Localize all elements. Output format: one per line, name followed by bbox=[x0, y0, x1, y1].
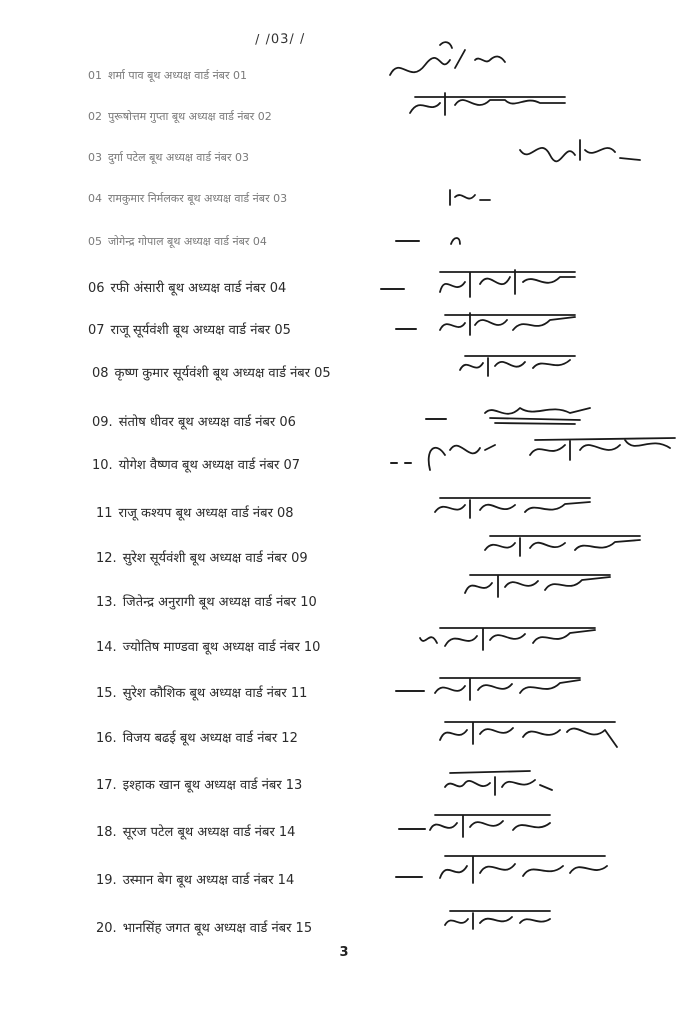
list-item bbox=[88, 191, 287, 206]
item-text: रफी अंसारी बूथ अध्यक्ष वार्ड नंबर 04 bbox=[110, 281, 287, 296]
item-text: ज्योतिष माण्डवा बूथ अध्यक्ष वार्ड नंबर 10 bbox=[122, 640, 321, 655]
list-item bbox=[96, 728, 298, 746]
list-item bbox=[92, 412, 296, 430]
signature-13 bbox=[460, 565, 620, 605]
item-number: 12. bbox=[96, 551, 117, 566]
list-item bbox=[92, 455, 300, 473]
list-item bbox=[88, 109, 272, 124]
item-text: सुरेश कौशिक बूथ अध्यक्ष वार्ड नंबर 11 bbox=[122, 686, 308, 701]
item-text: सुरेश सूर्यवंशी बूथ अध्यक्ष वार्ड नंबर 09 bbox=[122, 551, 308, 566]
item-text: कृष्ण कुमार सूर्यवंशी बूथ अध्यक्ष वार्ड नंबर 05 bbox=[114, 366, 331, 381]
item-text: दुर्गा पटेल बूथ अध्यक्ष वार्ड नंबर 03 bbox=[108, 151, 249, 164]
signature-14 bbox=[415, 618, 605, 658]
list-item bbox=[96, 637, 320, 655]
signature-11 bbox=[430, 490, 600, 525]
item-number: 14. bbox=[96, 640, 117, 655]
signature-17 bbox=[440, 765, 560, 805]
signature-6 bbox=[435, 262, 585, 307]
item-number: 13. bbox=[96, 595, 117, 610]
dash-mark bbox=[395, 690, 425, 692]
item-text: जोगेन्द्र गोपाल बूथ अध्यक्ष वार्ड नंबर 04 bbox=[108, 235, 267, 248]
item-number: 20. bbox=[96, 921, 117, 936]
dash-mark bbox=[395, 240, 420, 242]
item-number: 15. bbox=[96, 686, 117, 701]
item-number: 19. bbox=[96, 873, 117, 888]
list-item bbox=[88, 68, 247, 83]
dash-mark bbox=[395, 328, 417, 330]
page-marker: / /03/ / bbox=[254, 31, 306, 48]
list-item bbox=[88, 320, 291, 338]
item-text: भानसिंह जगत बूथ अध्यक्ष वार्ड नंबर 15 bbox=[122, 921, 313, 936]
signature-12 bbox=[480, 528, 650, 563]
signature-16 bbox=[435, 712, 625, 757]
list-item bbox=[96, 822, 295, 840]
item-number: 07 bbox=[88, 323, 105, 338]
signature-18 bbox=[425, 805, 565, 845]
list-item bbox=[96, 683, 307, 701]
item-number: 16. bbox=[96, 731, 117, 746]
item-number: 02 bbox=[88, 110, 102, 123]
list-item bbox=[88, 234, 267, 249]
list-item bbox=[96, 870, 294, 888]
dash-mark bbox=[380, 288, 405, 290]
item-text: शर्मा पाव बूथ अध्यक्ष वार्ड नंबर 01 bbox=[108, 69, 247, 82]
signature-15 bbox=[430, 668, 590, 708]
signature-19 bbox=[435, 848, 615, 893]
page-number: 3 bbox=[339, 945, 349, 960]
signature-20 bbox=[440, 905, 560, 935]
item-number: 05 bbox=[88, 235, 102, 248]
list-item bbox=[96, 918, 312, 936]
item-number: 17. bbox=[96, 778, 117, 793]
item-number: 10. bbox=[92, 458, 113, 473]
signature-4 bbox=[445, 185, 505, 210]
signature-10 bbox=[420, 420, 680, 480]
item-text: राजू कश्यप बूथ अध्यक्ष वार्ड नंबर 08 bbox=[118, 506, 294, 521]
signature-3 bbox=[515, 130, 645, 170]
list-item bbox=[92, 363, 331, 381]
item-text: राजू सूर्यवंशी बूथ अध्यक्ष वार्ड नंबर 05 bbox=[110, 323, 291, 338]
item-text: संतोष धीवर बूथ अध्यक्ष वार्ड नंबर 06 bbox=[118, 415, 296, 430]
signature-2 bbox=[405, 85, 575, 125]
list-item bbox=[88, 150, 249, 165]
signature-7 bbox=[435, 305, 585, 345]
item-text: योगेश वैष्णव बूथ अध्यक्ष वार्ड नंबर 07 bbox=[118, 458, 301, 473]
list-item bbox=[88, 278, 286, 296]
item-number: 11 bbox=[96, 506, 113, 521]
list-item bbox=[96, 503, 294, 521]
item-number: 09. bbox=[92, 415, 113, 430]
item-number: 01 bbox=[88, 69, 102, 82]
dash-mark bbox=[404, 462, 412, 464]
item-number: 03 bbox=[88, 151, 102, 164]
dash-mark bbox=[395, 876, 423, 878]
item-number: 18. bbox=[96, 825, 117, 840]
dash-mark bbox=[390, 462, 398, 464]
item-number: 06 bbox=[88, 281, 105, 296]
item-text: सूरज पटेल बूथ अध्यक्ष वार्ड नंबर 14 bbox=[122, 825, 296, 840]
signature-5 bbox=[448, 234, 468, 249]
item-number: 08 bbox=[92, 366, 109, 381]
item-text: जितेन्द्र अनुरागी बूथ अध्यक्ष वार्ड नंबर 10 bbox=[122, 595, 317, 610]
item-text: विजय बढई बूथ अध्यक्ष वार्ड नंबर 12 bbox=[122, 731, 298, 746]
item-text: इश्हाक खान बूथ अध्यक्ष वार्ड नंबर 13 bbox=[122, 778, 303, 793]
list-item bbox=[96, 548, 308, 566]
item-text: रामकुमार निर्मलकर बूथ अध्यक्ष वार्ड नंबर 03 bbox=[108, 192, 288, 205]
signature-8 bbox=[455, 348, 585, 383]
dash-mark bbox=[398, 828, 426, 830]
list-item bbox=[96, 775, 302, 793]
list-item bbox=[96, 592, 317, 610]
item-text: उस्मान बेग बूथ अध्यक्ष वार्ड नंबर 14 bbox=[122, 873, 295, 888]
item-number: 04 bbox=[88, 192, 102, 205]
item-text: पुरूषोत्तम गुप्ता बूथ अध्यक्ष वार्ड नंबर 02 bbox=[108, 110, 272, 123]
